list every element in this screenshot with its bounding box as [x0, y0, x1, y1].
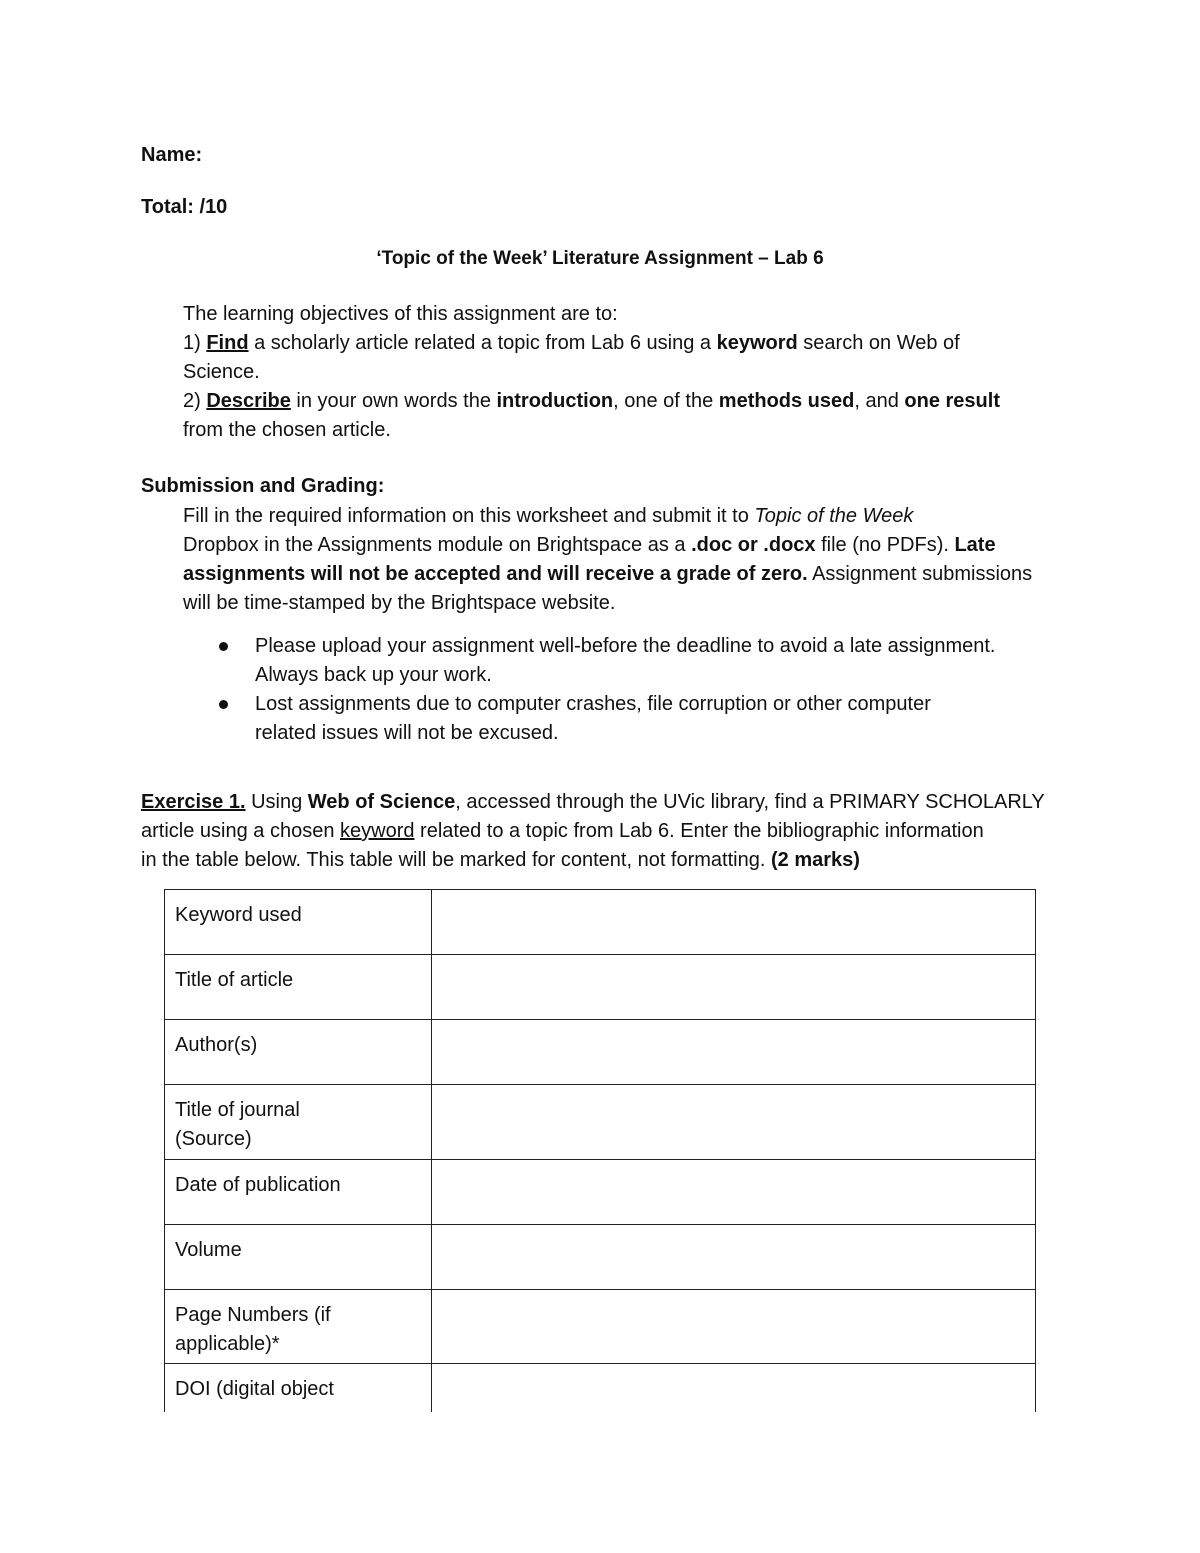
table-row: [165, 1020, 1036, 1085]
bullet-1-line-2: Always back up your work.: [255, 664, 492, 686]
row-value-field[interactable]: [432, 1290, 1036, 1364]
table-row: [165, 1160, 1036, 1225]
submission-text-3: Assignment submissions: [807, 563, 1033, 585]
row-label: Title of journal (Source): [165, 1085, 432, 1160]
objective-1-number: 1): [183, 332, 207, 354]
page-title: ‘Topic of the Week’ Literature Assignment – Lab 6: [376, 248, 824, 269]
row-label: DOI (digital object: [165, 1364, 432, 1412]
submission-line-1: [183, 502, 1032, 531]
objective-2-text: in your own words the: [290, 390, 497, 412]
exercise-1-text-3: in the table below. This table will be marked for content, not formatting.: [141, 849, 771, 871]
submission-line-3: [183, 560, 1032, 589]
late-policy-bold: assignments will not be accepted and will receive a grade of zero.: [183, 563, 808, 585]
bullet-2-line-1: Lost assignments due to computer crashes, file corruption or other computer: [255, 693, 931, 715]
table-row: [165, 1085, 1036, 1160]
exercise-1-text-b: , accessed through the UVic library, find a PRIMARY SCHOLARLY: [455, 791, 1045, 813]
objective-1-continued: Science.: [183, 361, 260, 383]
submission-text-2b: file (no PDFs).: [815, 534, 955, 556]
topic-of-week-italic: Topic of the Week: [754, 505, 914, 527]
row-value-field[interactable]: [432, 1225, 1036, 1290]
bullet-dot-icon: [219, 700, 228, 709]
exercise-1-label: Exercise 1.: [141, 791, 246, 813]
submission-line-4: will be time-stamped by the Brightspace website.: [183, 592, 616, 614]
row-label: Author(s): [165, 1020, 432, 1085]
objective-1-text: a scholarly article related a topic from Lab 6 using a: [248, 332, 717, 354]
row-value-field[interactable]: [432, 1364, 1036, 1412]
bullet-item: [183, 690, 995, 748]
submission-body: [183, 502, 1032, 618]
late-bold: Late: [954, 534, 996, 556]
objective-2-methods: methods used: [718, 390, 855, 412]
table-row: [165, 1225, 1036, 1290]
exercise-1-line-3: [141, 846, 1045, 875]
objective-2-continued: from the chosen article.: [183, 419, 391, 441]
exercise-1-text-2: article using a chosen: [141, 820, 341, 842]
exercise-1-line-2: [141, 817, 1045, 846]
table-row: [165, 1290, 1036, 1364]
objective-2: [183, 387, 1000, 416]
objective-1: [183, 329, 1000, 358]
objective-2-introduction: introduction: [496, 390, 614, 412]
objective-1-verb: Find: [206, 332, 249, 354]
bullet-1-line-1: Please upload your assignment well-before the deadline to avoid a late assignment.: [255, 635, 996, 657]
row-value-field[interactable]: [432, 890, 1036, 955]
row-value-field[interactable]: [432, 1020, 1036, 1085]
submission-bullets: [183, 632, 995, 748]
row-label: Keyword used: [165, 890, 432, 955]
row-value-field[interactable]: [432, 1160, 1036, 1225]
objective-2-number: 2): [183, 390, 207, 412]
objective-2-text-c: , and: [854, 390, 905, 412]
total-label: Total: /10: [141, 196, 228, 218]
keyword-underlined: keyword: [340, 820, 415, 842]
table-row: [165, 1364, 1036, 1412]
exercise-1-line-1: [141, 788, 1045, 817]
exercise-1-marks: (2 marks): [770, 849, 860, 871]
web-of-science-bold: Web of Science: [307, 791, 456, 813]
exercise-1-text-2b: related to a topic from Lab 6. Enter the bibliographic information: [414, 820, 984, 842]
objective-1-text-b: search on Web of: [797, 332, 960, 354]
bullet-item: [183, 632, 995, 690]
submission-text-1: Fill in the required information on this worksheet and submit it to: [183, 505, 755, 527]
exercise-1-text: Using: [245, 791, 308, 813]
objective-2-verb: Describe: [206, 390, 291, 412]
objective-2-text-b: , one of the: [613, 390, 719, 412]
row-label: Volume: [165, 1225, 432, 1290]
submission-text-2: Dropbox in the Assignments module on Brightspace as a: [183, 534, 692, 556]
table-row: [165, 890, 1036, 955]
learning-objectives: [183, 300, 1000, 445]
row-label: Date of publication: [165, 1160, 432, 1225]
objective-1-keyword: keyword: [716, 332, 798, 354]
objectives-intro: The learning objectives of this assignment are to:: [183, 303, 618, 325]
bibliographic-table: [164, 889, 1036, 1412]
row-value-field[interactable]: [432, 955, 1036, 1020]
table-row: [165, 955, 1036, 1020]
row-label: Page Numbers (if applicable)*: [165, 1290, 432, 1364]
bullet-2-line-2: related issues will not be excused.: [255, 722, 559, 744]
row-label: Title of article: [165, 955, 432, 1020]
submission-line-2: [183, 531, 1032, 560]
objective-2-result: one result: [904, 390, 1000, 412]
exercise-1: [141, 788, 1045, 875]
row-value-field[interactable]: [432, 1085, 1036, 1160]
submission-heading: Submission and Grading:: [141, 475, 385, 497]
bullet-dot-icon: [219, 642, 228, 651]
name-label: Name:: [141, 144, 203, 166]
file-format-bold: .doc or .docx: [691, 534, 816, 556]
